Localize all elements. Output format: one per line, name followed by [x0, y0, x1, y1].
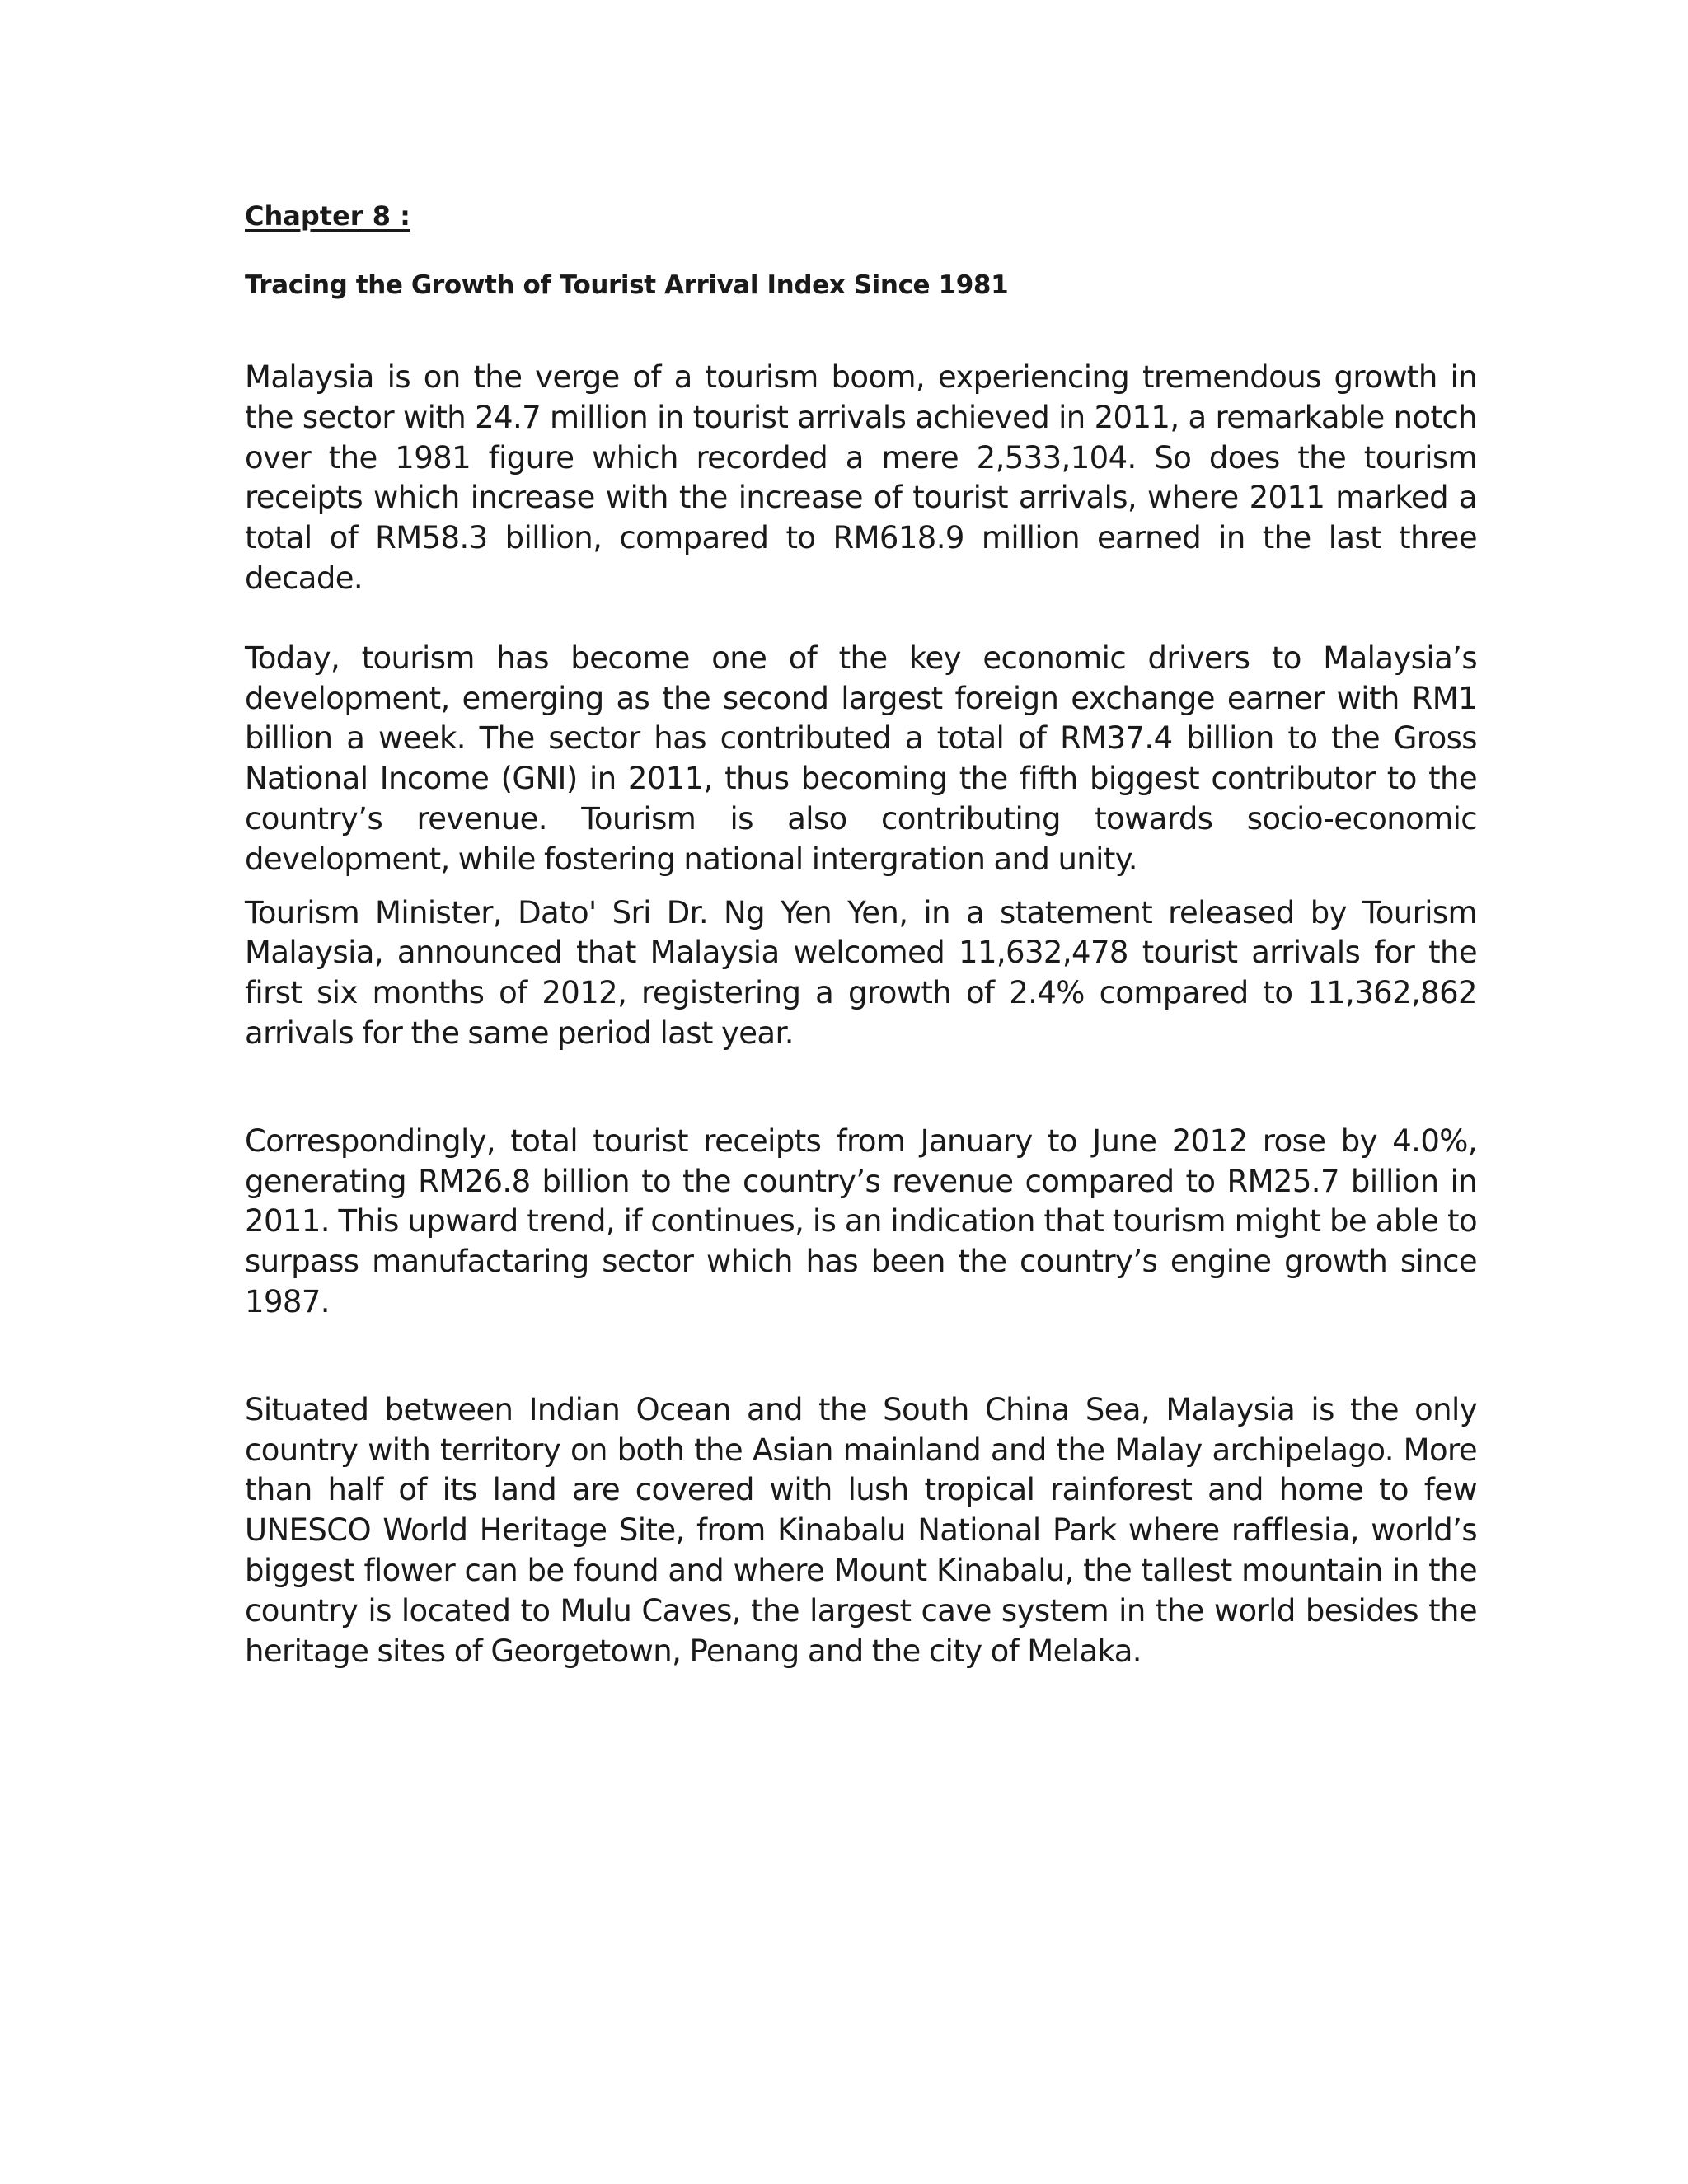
page-content	[245, 190, 1477, 1671]
paragraph-geography-heritage: Situated between Indian Ocean and the South China Sea, Malaysia is the only country with territory on both the Asian mainland and the Malay archipelago. More than half of its land are covered with lush tropical rainforest and home to few UNESCO World Heritage Site, from Kinabalu National Park where rafflesia, world’s biggest flower can be found and where Mount Kinabalu, the tallest mountain in the country is located to Mulu Caves, the largest cave system in the world besides the heritage sites of Georgetown, Penang and the city of Melaka.	[245, 1391, 1477, 1669]
paragraph-economic-drivers: Today, tourism has become one of the key economic drivers to Malaysia’s development, emerging as the second largest foreign exchange earner with RM1 billion a week. The sector has contributed a total of RM37.4 billion to the Gross National Income (GNI) in 2011, thus becoming the fifth biggest contributor to the country’s revenue. Tourism is also contributing towards socio-economic development, while fostering national intergration and unity.	[245, 640, 1477, 877]
paragraph-tourist-receipts: Correspondingly, total tourist receipts from January to June 2012 rose by 4.0%, generating RM26.8 billion to the country’s revenue compared to RM25.7 billion in 2011. This upward trend, if continues, is an indication that tourism might be able to surpass manufactaring sector which has been the country’s engine growth since 1987.	[245, 1122, 1477, 1319]
paragraph-minister-statement: Tourism Minister, Dato' Sri Dr. Ng Yen Yen, in a statement released by Tourism Malaysia, announced that Malaysia welcomed 11,632,478 tourist arrivals for the first six months of 2012, registering a growth of 2.4% compared to 11,362,862 arrivals for the same period last year.	[245, 894, 1477, 1051]
paragraph-tourism-boom: Malaysia is on the verge of a tourism boom, experiencing tremendous growth in the sector with 24.7 million in tourist arrivals achieved in 2011, a remarkable notch over the 1981 figure which recorded a mere 2,533,104. So does the tourism receipts which increase with the increase of tourist arrivals, where 2011 marked a total of RM58.3 billion, compared to RM618.9 million earned in the last three decade.	[245, 359, 1477, 596]
chapter-label: Chapter 8 :	[245, 200, 410, 232]
chapter-title: Tracing the Growth of Tourist Arrival Index Since 1981	[245, 270, 1009, 300]
